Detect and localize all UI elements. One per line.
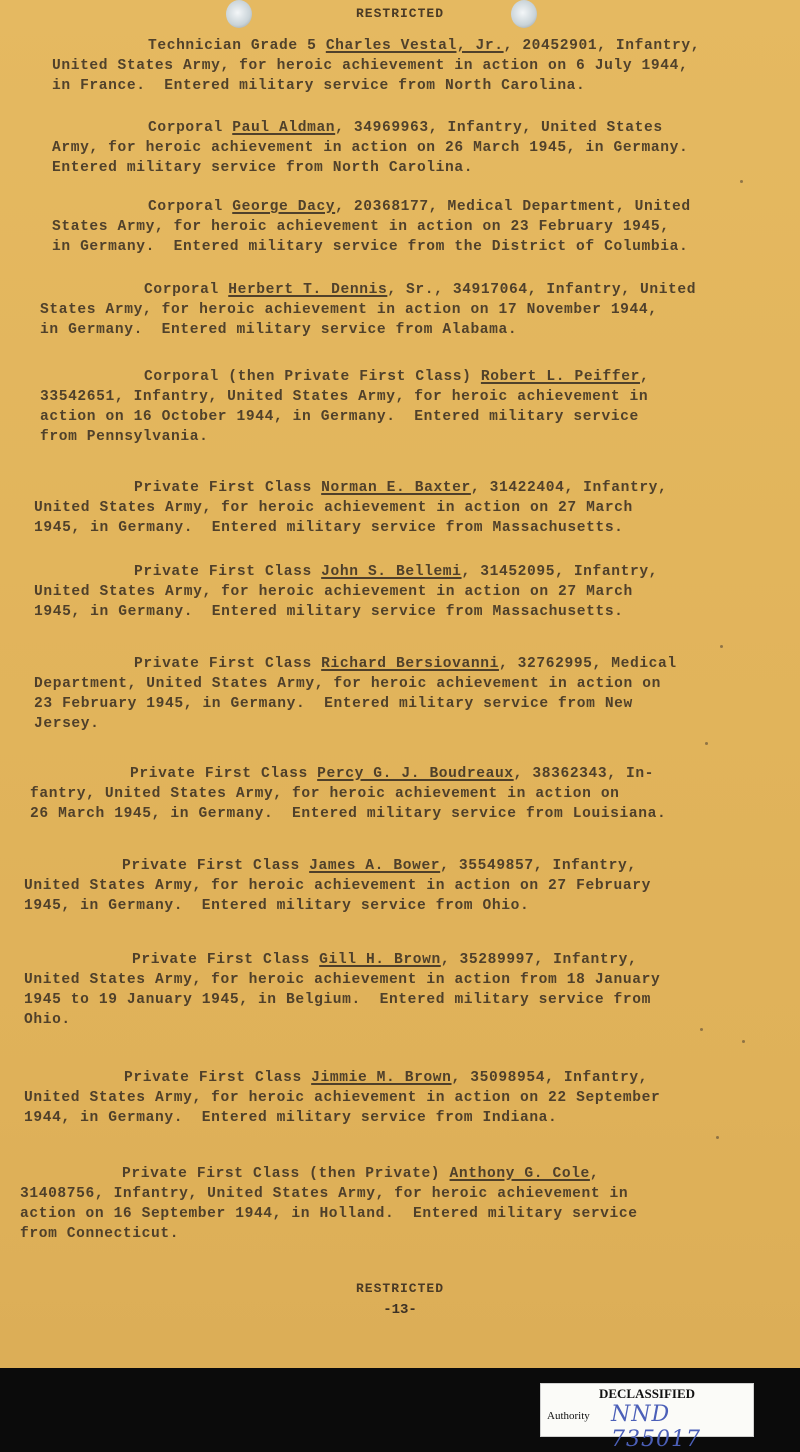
citation-line: 1945, in Germany. Entered military service from Massachusetts. (34, 520, 624, 536)
citation-serial: , (589, 1166, 600, 1182)
citation-name: James A. Bower (309, 858, 441, 874)
citation-line: United States Army, for heroic achievement in action on 6 July 1944, (52, 58, 689, 74)
citation-paragraph (52, 36, 700, 96)
citation-line: United States Army, for heroic achievement in action on 27 March (34, 500, 633, 516)
citation-name: George Dacy (232, 199, 336, 215)
citation-name: Robert L. Peiffer (480, 369, 640, 385)
citation-rank: Corporal (148, 199, 223, 215)
citation-line: 26 March 1945, in Germany. Entered military service from Louisiana. (30, 806, 667, 822)
citation-serial: , 31422404, Infantry, (470, 480, 668, 496)
speck (700, 1028, 703, 1031)
citation-line: action on 16 October 1944, in Germany. Entered military service (40, 409, 639, 425)
citation-paragraph (24, 950, 660, 1030)
citation-line: 33542651, Infantry, United States Army, for heroic achievement in (40, 389, 649, 405)
citation-name: Jimmie M. Brown (311, 1070, 452, 1086)
citation-line: 31408756, Infantry, United States Army, for heroic achievement in (20, 1186, 629, 1202)
citation-paragraph (20, 1164, 638, 1244)
citation-rank: Private First Class (134, 480, 312, 496)
citation-line: 1945, in Germany. Entered military service from Massachusetts. (34, 604, 624, 620)
citation-rank: Private First Class (122, 858, 300, 874)
citation-name: Charles Vestal, Jr. (325, 38, 504, 54)
citation-line: Entered military service from North Carolina. (52, 160, 474, 176)
citation-name: Anthony G. Cole (449, 1166, 590, 1182)
citation-rank: Private First Class (then Private) (122, 1166, 441, 1182)
header-classification: RESTRICTED (355, 6, 444, 21)
citation-rank: Private First Class (130, 766, 308, 782)
speck (720, 645, 723, 648)
citation-line: from Pennsylvania. (40, 429, 209, 445)
citation-serial: , 35549857, Infantry, (440, 858, 637, 874)
citation-paragraph (24, 1068, 660, 1128)
speck (742, 1040, 745, 1043)
citation-rank: Technician Grade 5 (148, 38, 317, 54)
citation-line: 1945 to 19 January 1945, in Belgium. Entered military service from (24, 992, 651, 1008)
citation-rank: Private First Class (124, 1070, 302, 1086)
footer-classification: RESTRICTED (355, 1281, 444, 1296)
citation-rank: Corporal (144, 282, 219, 298)
citation-rank: Corporal (148, 120, 223, 136)
citation-paragraph (30, 764, 666, 824)
speck (740, 180, 743, 183)
citation-paragraph (34, 654, 677, 734)
citation-paragraph (34, 562, 658, 622)
citation-line: 1944, in Germany. Entered military service from Indiana. (24, 1110, 558, 1126)
citation-name: Norman E. Baxter (321, 480, 471, 496)
citation-serial: , Sr., 34917064, Infantry, United (387, 282, 697, 298)
speck (705, 742, 708, 745)
speck (716, 1136, 719, 1139)
citation-name: Gill H. Brown (319, 952, 441, 968)
citation-serial: , 35289997, Infantry, (440, 952, 638, 968)
citation-serial: , 32762995, Medical (498, 656, 677, 672)
citation-paragraph (40, 280, 696, 340)
citation-line: United States Army, for heroic achievement in action on 27 February (24, 878, 651, 894)
citation-line: United States Army, for heroic achievement in action on 27 March (34, 584, 633, 600)
citation-rank: Private First Class (132, 952, 310, 968)
citation-line: States Army, for heroic achievement in action on 23 February 1945, (52, 219, 670, 235)
citation-line: Jersey. (34, 716, 100, 732)
declassified-stamp (540, 1383, 754, 1452)
citation-line: Ohio. (24, 1012, 71, 1028)
citation-line: Department, United States Army, for heroic achievement in action on (34, 676, 661, 692)
citation-rank: Corporal (then Private First Class) (144, 369, 472, 385)
citation-line: in Germany. Entered military service from Alabama. (40, 322, 518, 338)
citation-line: 1945, in Germany. Entered military service from Ohio. (24, 898, 530, 914)
citation-line: Army, for heroic achievement in action on 26 March 1945, in Germany. (52, 140, 689, 156)
citation-serial: , (639, 369, 650, 385)
page-number: -13- (383, 1302, 417, 1318)
citation-serial: , 38362343, In- (513, 766, 655, 782)
stamp-title: DECLASSIFIED (598, 1386, 696, 1401)
citation-rank: Private First Class (134, 656, 312, 672)
citation-paragraph (52, 197, 691, 257)
citation-line: fantry, United States Army, for heroic achievement in action on (30, 786, 620, 802)
citation-line: in France. Entered military service from North Carolina. (52, 78, 586, 94)
citation-line: in Germany. Entered military service from the District of Columbia. (52, 239, 689, 255)
citation-paragraph (34, 478, 667, 538)
stamp-authority-number: NND 735017 (611, 1402, 701, 1452)
citation-paragraph (24, 856, 651, 916)
citation-serial: , 20368177, Medical Department, United (335, 199, 691, 215)
citation-line: United States Army, for heroic achievement in action from 18 January (24, 972, 661, 988)
citation-name: John S. Bellemi (321, 564, 462, 580)
citation-line: United States Army, for heroic achievement in action on 22 September (24, 1090, 661, 1106)
citation-serial: , 20452901, Infantry, (503, 38, 701, 54)
citation-line: from Connecticut. (20, 1226, 180, 1242)
citation-name: Richard Bersiovanni (321, 656, 499, 672)
citation-line: action on 16 September 1944, in Holland. Entered military service (20, 1206, 638, 1222)
citation-name: Paul Aldman (232, 120, 336, 136)
stamp-authority-label: Authority (547, 1410, 590, 1422)
citation-name: Herbert T. Dennis (228, 282, 388, 298)
citation-serial: , 35098954, Infantry, (451, 1070, 649, 1086)
citation-line: 23 February 1945, in Germany. Entered military service from New (34, 696, 633, 712)
citation-rank: Private First Class (134, 564, 312, 580)
citation-serial: , 34969963, Infantry, United States (335, 120, 663, 136)
citation-paragraph (52, 118, 688, 178)
citation-line: States Army, for heroic achievement in action on 17 November 1944, (40, 302, 658, 318)
citation-serial: , 31452095, Infantry, (461, 564, 659, 580)
citation-name: Percy G. J. Boudreaux (317, 766, 514, 782)
citation-paragraph (40, 367, 649, 447)
